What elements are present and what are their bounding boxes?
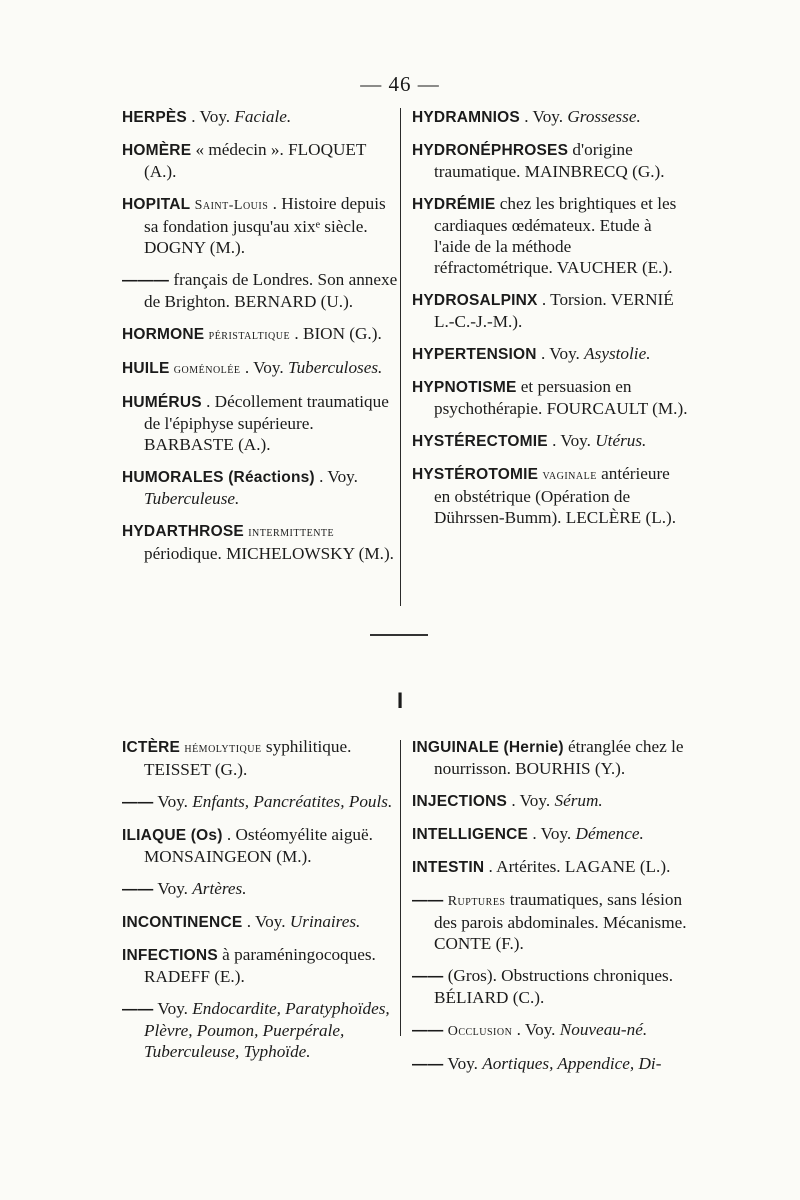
entry-headword: INTELLIGENCE (412, 826, 529, 843)
entry-text: . Voy. (244, 358, 288, 377)
index-entry (122, 944, 398, 987)
entry-reference: Grossesse. (567, 107, 641, 126)
index-entry (122, 791, 398, 813)
entry-headword: HYSTÉROTOMIE (412, 466, 539, 483)
entry-text: antérieure en obstétrique (Opération de Dührssen-Bumm). LECLÈRE (L.). (434, 464, 677, 527)
index-entry (122, 193, 398, 258)
entry-text: . Voy. (191, 107, 235, 126)
entry-headword: HOPITAL (122, 196, 191, 213)
index-entry (412, 376, 688, 419)
page-number: — 46 — (360, 72, 440, 96)
index-entry (412, 1053, 688, 1075)
section-letter: I (396, 688, 404, 713)
entry-qualifier: goménolée (173, 362, 241, 377)
entry-qualifier: vaginale (542, 468, 597, 483)
entry-text: . Voy. (511, 791, 555, 810)
index-entry (122, 391, 398, 455)
index-entry (412, 289, 688, 332)
entry-reference: Sérum. (554, 791, 603, 810)
entry-text: chez les brightiques et les cardiaques œdémateux. Etude à l'aide de la méthode réfractométrique. VAUCHER (E.). (434, 194, 677, 277)
entry-text: . Voy. (319, 467, 358, 486)
entry-qualifier: Ruptures (447, 894, 506, 909)
entry-reference: Artères. (192, 879, 247, 898)
entry-headword: HYDRONÉPHROSES (412, 142, 569, 159)
entry-headword: HYSTÉRECTOMIE (412, 433, 548, 450)
entry-headword: —— (412, 1056, 444, 1073)
entry-text: Voy. (157, 999, 193, 1018)
entry-qualifier: intermittente (248, 525, 335, 540)
index-entry (412, 790, 688, 812)
index-entry (122, 466, 398, 509)
entry-text: à paraméningocoques. RADEFF (E.). (144, 945, 376, 986)
index-entry (122, 736, 398, 780)
entry-headword: —— (412, 968, 444, 985)
entry-text: . Voy. (541, 344, 585, 363)
entry-headword: HERPÈS (122, 109, 187, 126)
entry-text: . Ostéomyélite aiguë. MONSAINGEON (M.). (144, 825, 373, 866)
entry-headword: HYDRÉMIE (412, 196, 496, 213)
entry-headword: —— (122, 1001, 154, 1018)
entry-text: . Histoire depuis sa fondation jusqu'au xixᵉ siècle. DOGNY (M.). (144, 194, 386, 257)
entry-headword: —— (412, 1022, 444, 1039)
entry-text: . Torsion. VERNIÉ L.-C.-J.-M.). (434, 290, 674, 331)
index-entry (412, 965, 688, 1008)
entry-qualifier: Occlusion (447, 1024, 513, 1039)
index-entry (122, 139, 398, 182)
entry-headword: HYDROSALPINX (412, 292, 538, 309)
entry-headword: HYPNOTISME (412, 379, 517, 396)
entry-text: Voy. (447, 1054, 483, 1073)
entry-headword: INGUINALE (Hernie) (412, 739, 564, 756)
index-entry (122, 357, 398, 380)
entry-headword: HOMÈRE (122, 142, 192, 159)
entry-reference: Tuberculeuse. (144, 489, 240, 508)
entry-text: . Décollement traumatique de l'épiphyse supérieure. BARBASTE (A.). (144, 392, 389, 454)
entry-text: . Voy. (552, 431, 596, 450)
entry-headword: INCONTINENCE (122, 914, 243, 931)
index-entry (412, 139, 688, 182)
index-column-top-right (412, 106, 688, 539)
index-column-bottom-right (412, 736, 688, 1086)
index-column-bottom-left (122, 736, 398, 1073)
entry-reference: Endocardite, Paratyphoïdes, Plèvre, Poumon, Puerpérale, Tuberculeuse, Typhoïde. (144, 999, 390, 1061)
entry-text: . BION (G.). (294, 324, 382, 343)
entry-text: . Voy. (516, 1020, 560, 1039)
index-entry (122, 269, 398, 312)
entry-headword: ICTÈRE (122, 739, 181, 756)
entry-headword: INFECTIONS (122, 947, 218, 964)
entry-text: étranglée chez le nourrisson. BOURHIS (Y.). (434, 737, 684, 778)
entry-text: (Gros). Obstructions chroniques. BÉLIARD (C.). (434, 966, 674, 1007)
entry-headword: HYDARTHROSE (122, 523, 244, 540)
entry-headword: ILIAQUE (Os) (122, 827, 223, 844)
entry-headword: HUMÉRUS (122, 394, 202, 411)
entry-text: traumatiques, sans lésion des parois abdominales. Mécanisme. CONTE (F.). (434, 890, 687, 953)
index-entry (412, 889, 688, 954)
entry-qualifier: Saint-Louis (194, 198, 269, 213)
index-entry (412, 430, 688, 452)
index-entry (122, 824, 398, 867)
entry-text: . Voy. (524, 107, 568, 126)
index-entry (412, 823, 688, 845)
index-entry (412, 463, 688, 528)
entry-headword: HYDRAMNIOS (412, 109, 520, 126)
index-entry (412, 106, 688, 128)
index-entry (122, 911, 398, 933)
index-entry (412, 193, 688, 278)
entry-qualifier: péristaltique (208, 328, 291, 343)
entry-headword: HUILE (122, 360, 170, 377)
index-entry (122, 520, 398, 564)
entry-text: Voy. (157, 792, 193, 811)
entry-text: Voy. (157, 879, 193, 898)
index-entry (412, 736, 688, 779)
entry-reference: Urinaires. (289, 912, 361, 931)
entry-reference: Aortiques, Appendice, Di- (482, 1054, 662, 1073)
index-column-top-left (122, 106, 398, 575)
entry-headword: ——— (122, 272, 170, 289)
entry-headword: —— (122, 794, 154, 811)
entry-reference: Tuberculoses. (287, 358, 383, 377)
entry-headword: HORMONE (122, 326, 205, 343)
index-entry (412, 856, 688, 878)
entry-reference: Démence. (575, 824, 644, 843)
entry-text: et persuasion en psychothérapie. FOURCAULT (M.). (434, 377, 688, 418)
section-separator (370, 634, 428, 636)
index-entry (122, 323, 398, 346)
index-entry (412, 343, 688, 365)
entry-text: d'origine traumatique. MAINBRECQ (G.). (434, 140, 665, 181)
entry-headword: HUMORALES (Réactions) (122, 469, 315, 486)
entry-headword: —— (412, 892, 444, 909)
entry-headword: INJECTIONS (412, 793, 508, 810)
entry-reference: Asystolie. (584, 344, 651, 363)
entry-text: périodique. MICHELOWSKY (M.). (144, 544, 394, 563)
column-divider-bottom (400, 740, 401, 1036)
entry-text: . Artérites. LAGANE (L.). (488, 857, 671, 876)
entry-reference: Enfants, Pancréatites, Pouls. (192, 792, 393, 811)
entry-qualifier: hémolytique (184, 741, 262, 756)
entry-text: syphilitique. TEISSET (G.). (144, 737, 352, 779)
entry-reference: Nouveau-né. (559, 1020, 648, 1039)
entry-headword: INTESTIN (412, 859, 485, 876)
index-entry (122, 106, 398, 128)
index-entry (122, 998, 398, 1062)
entry-reference: Utérus. (595, 431, 647, 450)
entry-headword: HYPERTENSION (412, 346, 537, 363)
entry-text: . Voy. (532, 824, 576, 843)
column-divider-top (400, 108, 401, 606)
entry-text: français de Londres. Son annexe de Brighton. BERNARD (U.). (144, 270, 398, 311)
entry-text: . Voy. (246, 912, 290, 931)
index-entry (122, 878, 398, 900)
entry-headword: —— (122, 881, 154, 898)
index-entry (412, 1019, 688, 1042)
entry-reference: Faciale. (234, 107, 292, 126)
entry-text: « médecin ». FLOQUET (A.). (144, 140, 367, 181)
